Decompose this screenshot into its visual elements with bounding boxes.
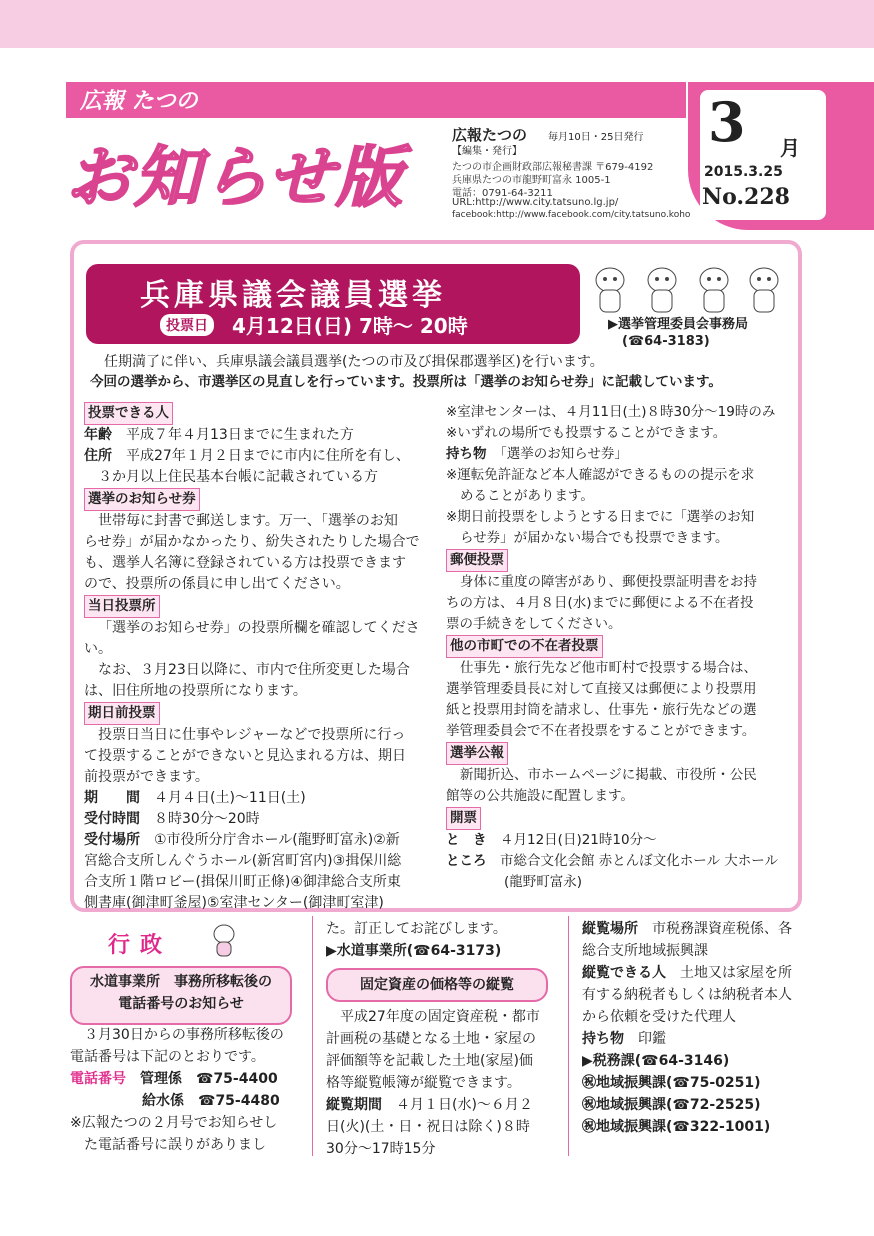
paragraph: ちの方は、４月８日(水)までに郵便による不在者投 <box>446 595 754 611</box>
section-label: 投票できる人 <box>84 402 173 425</box>
page-title: お知らせ版 <box>66 138 405 216</box>
field-value: ４月１日(水)～６月２ <box>396 1097 533 1113</box>
field-label: 縦覧できる人 <box>582 965 666 981</box>
field-label: 電話番号 <box>70 1071 126 1087</box>
field-value: から依頼を受けた代理人 <box>582 1009 736 1025</box>
paragraph: 選挙管理委員長に対して直接又は郵便により投票用 <box>446 681 757 697</box>
water-office-notice <box>70 1024 306 1156</box>
paragraph: なお、３月23日以降に、市内で住所変更した場合 <box>98 662 410 678</box>
intro-emphasis: 今回の選挙から、市選挙区の見直しを行っています。投票所は「選挙のお知らせ券」に記載しています。 <box>90 374 722 390</box>
section-label: 開票 <box>446 807 481 830</box>
vote-day-label: 投票日 <box>160 314 214 336</box>
issue-date: 2015.3.25 <box>704 164 783 180</box>
election-title: 兵庫県議会議員選挙 <box>140 278 446 313</box>
paragraph: は、旧住所地の投票所になります。 <box>84 683 307 699</box>
paragraph: 電話番号は下記のとおりです。 <box>70 1049 265 1065</box>
fixed-asset-heading: 固定資産の価格等の縦覧 <box>326 968 548 1002</box>
field-label: 縦覧期間 <box>326 1097 382 1113</box>
office-phone: (☎64-3183) <box>622 334 710 349</box>
phone-number: 管理係 ☎75-4400 <box>140 1071 278 1087</box>
paragraph: ので、投票所の係員に申し出てください。 <box>84 576 350 592</box>
paragraph: 評価額等を記載した土地(家屋)価 <box>326 1053 533 1069</box>
publisher-name: 広報たつの <box>452 126 528 144</box>
paragraph: て投票することができないと見込まれる方は、期日 <box>84 748 406 764</box>
field-value: 合支所１階ロビー(揖保川町正條)④御津総合支所東 <box>84 874 401 890</box>
publisher-role: 【編集・発行】 <box>452 146 522 157</box>
field-label: 持ち物 <box>582 1031 624 1047</box>
field-value: ８時30分～20時 <box>154 811 260 827</box>
issue-month-suffix: 月 <box>780 136 800 160</box>
intro-line: 任期満了に伴い、兵庫県議会議員選挙(たつの市及び揖保郡選挙区)を行います。 <box>104 354 604 370</box>
note: た電話番号に誤りがありまし <box>84 1137 266 1153</box>
note: ※広報たつの２月号でお知らせし <box>70 1115 278 1131</box>
paragraph: 紙と投票用封筒を請求し、仕事先・旅行先などの選 <box>446 702 757 718</box>
publisher-address: たつの市企画財政部広報秘書課 〒679-4192 <box>452 162 654 173</box>
paragraph: い。 <box>84 641 112 657</box>
contact: ㊗地域振興課(☎75-0251) <box>582 1075 761 1091</box>
field-label: ところ <box>446 853 487 869</box>
paragraph: 格等縦覧帳簿が縦覧できます。 <box>326 1075 521 1091</box>
fixed-asset-notice <box>326 1006 562 1160</box>
mascot-icon <box>642 262 682 316</box>
section-label: 選挙公報 <box>446 742 508 765</box>
field-value: 側書庫(御津町釜屋)⑤室津センター(御津町室津) <box>84 895 384 911</box>
field-value: ４月12日(日)21時10分～ <box>500 832 657 848</box>
note: ※期日前投票をしようとする日までに「選挙のお知 <box>446 509 755 525</box>
contact: ㊗地域振興課(☎322-1001) <box>582 1119 771 1135</box>
paragraph: 身体に重度の障害があり、郵便投票証明書をお持 <box>460 574 757 590</box>
paragraph: 世帯毎に封書で郵送します。万一、「選挙のお知 <box>98 513 398 529</box>
section-label: 他の市町での不在者投票 <box>446 635 603 658</box>
field-value: ３か月以上住民基本台帳に記載されている方 <box>98 469 378 485</box>
election-intro <box>90 352 790 392</box>
paragraph: 「選挙のお知らせ券」の投票所欄を確認してくださ <box>98 620 420 636</box>
column-divider <box>568 916 569 1156</box>
field-value: 「選挙のお知らせ券」 <box>500 446 628 462</box>
field-value: 平成７年４月13日までに生まれた方 <box>126 427 354 443</box>
phone-number: 給水係 ☎75-4480 <box>142 1093 280 1109</box>
paragraph: 計画税の基礎となる土地・家屋の <box>326 1031 536 1047</box>
contact: ㊗地域振興課(☎72-2525) <box>582 1097 761 1113</box>
paragraph: 投票日当日に仕事やレジャーなどで投票所に行っ <box>98 727 406 743</box>
field-value: 30分～17時15分 <box>326 1141 436 1157</box>
correction-note <box>326 918 562 962</box>
publish-frequency: 毎月10日・25日発行 <box>548 132 644 143</box>
paragraph: ３月30日からの事務所移転後の <box>84 1027 284 1043</box>
field-value: (龍野町富永) <box>504 874 583 890</box>
note: ※運転免許証など本人確認ができるものの提示を求 <box>446 467 755 483</box>
publisher-phone: 電話：0791-64-3211 <box>452 188 553 199</box>
field-value: ①市役所分庁舎ホール(龍野町富永)②新 <box>154 832 400 848</box>
field-value: 印鑑 <box>638 1031 666 1047</box>
note: ※室津センターは、４月11日(土)８時30分～19時のみ <box>446 404 776 420</box>
field-value: 市税務課資産税係、各 <box>652 921 792 937</box>
publisher-facebook[interactable]: facebook:http://www.facebook.com/city.tatsuno.koho <box>452 210 691 220</box>
contact: ▶水道事業所(☎64-3173) <box>326 943 502 959</box>
field-value: 総合支所地域振興課 <box>582 943 708 959</box>
field-value: 日(火)(土・日・祝日は除く)８時 <box>326 1119 530 1135</box>
section-label: 当日投票所 <box>84 595 160 618</box>
field-label: と き <box>446 832 487 848</box>
paragraph: 平成27年度の固定資産税・都市 <box>340 1009 540 1025</box>
fixed-asset-details <box>582 918 808 1138</box>
field-value: 土地又は家屋を所 <box>680 965 792 981</box>
note: めることがあります。 <box>460 488 594 504</box>
paragraph: らせ券」が届かなかったり、紛失されたりした場合で <box>84 534 420 550</box>
mascot-icon <box>590 262 630 316</box>
contact: ▶税務課(☎64-3146) <box>582 1053 730 1069</box>
mascot-icon <box>694 262 734 316</box>
office-name: ▶選挙管理委員会事務局 <box>608 317 748 332</box>
field-label: 受付時間 <box>84 811 140 827</box>
field-label: 持ち物 <box>446 446 487 462</box>
paragraph: 仕事先・旅行先など他市町村で投票する場合は、 <box>460 660 757 676</box>
note: ※いずれの場所でも投票することができます。 <box>446 425 727 441</box>
mascot-icon <box>744 262 784 316</box>
publisher-address: 兵庫県たつの市龍野町富永 1005-1 <box>452 175 611 186</box>
top-band <box>0 0 874 48</box>
mascot-icon <box>208 922 240 958</box>
field-label: 縦覧場所 <box>582 921 638 937</box>
publisher-url[interactable]: URL:http://www.city.tatsuno.lg.jp/ <box>452 197 619 208</box>
election-left-column <box>84 402 436 914</box>
field-value: ４月４日(土)～11日(土) <box>154 790 306 806</box>
section-label: 期日前投票 <box>84 702 160 725</box>
paragraph: 館等の公共施設に配置します。 <box>446 788 634 804</box>
election-right-column <box>446 402 788 893</box>
field-value: 有する納税者もしくは納税者本人 <box>582 987 792 1003</box>
water-office-notice-heading: 水道事業所 事務所移転後の 電話番号のお知らせ <box>70 966 292 1025</box>
paragraph: も、選挙人名簿に登録されている方は投票できます <box>84 555 406 571</box>
column-divider <box>312 916 313 1156</box>
field-label: 住所 <box>84 448 112 464</box>
note: らせ券」が届かない場合でも投票できます。 <box>460 530 729 546</box>
paragraph: た。訂正してお詫びします。 <box>326 921 507 937</box>
section-label: 郵便投票 <box>446 549 508 572</box>
election-office <box>608 316 748 350</box>
brand-name: 広報 たつの <box>80 89 198 114</box>
issue-number: No.228 <box>702 184 790 210</box>
paragraph: 挙管理委員会で不在者投票をすることができます。 <box>446 723 756 739</box>
field-value: 市総合文化会館 赤とんぼ文化ホール 大ホール <box>500 853 779 869</box>
section-title-gyosei: 行政 <box>108 933 173 958</box>
paragraph: 新聞折込、市ホームページに掲載、市役所・公民 <box>460 767 757 783</box>
field-value: 宮総合支所しんぐうホール(新宮町宮内)③揖保川総 <box>84 853 402 869</box>
field-value: 平成27年１月２日までに市内に住所を有し、 <box>126 448 410 464</box>
paragraph: 前投票ができます。 <box>84 769 209 785</box>
field-label: 受付場所 <box>84 832 140 848</box>
vote-date: 4月12日(日) 7時～ 20時 <box>232 314 468 338</box>
field-label: 年齢 <box>84 427 112 443</box>
field-label: 期 間 <box>84 790 140 806</box>
section-label: 選挙のお知らせ券 <box>84 488 200 511</box>
issue-month: 3 <box>708 90 746 154</box>
paragraph: 票の手続きをしてください。 <box>446 616 622 632</box>
